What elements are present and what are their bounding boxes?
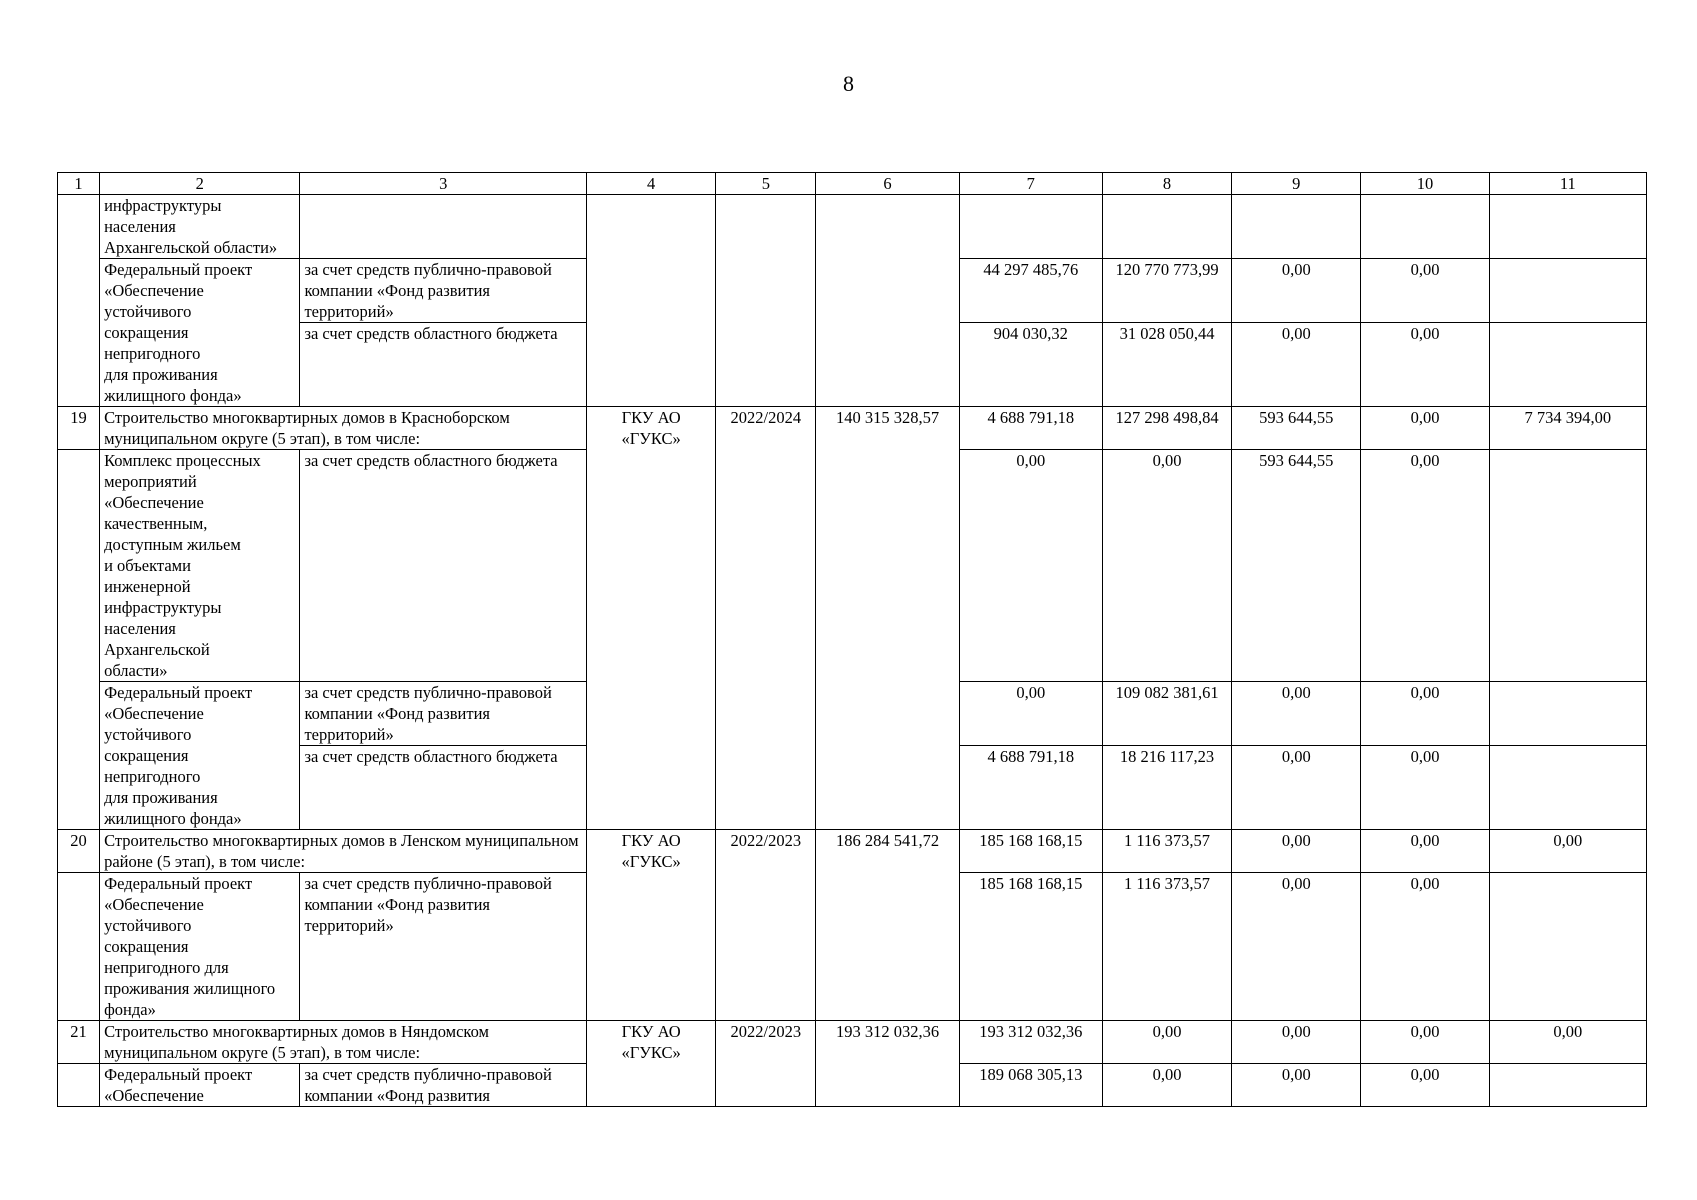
value-cell: 0,00 <box>1232 323 1361 407</box>
col-header-9: 9 <box>1232 173 1361 195</box>
period-cell: 2022/2023 <box>716 1021 816 1107</box>
value-cell: 0,00 <box>1232 682 1361 746</box>
source-cell: за счет средств областного бюджета <box>300 450 587 682</box>
page-number: 8 <box>843 71 854 96</box>
col-header-10: 10 <box>1361 173 1489 195</box>
source-cell: за счет средств публично-правовой компании «Фонд развития <box>300 1064 587 1107</box>
value-cell: 0,00 <box>1102 1064 1231 1107</box>
row-title: Строительство многоквартирных домов в Ленском муниципальном районе (5 этап), в том числе: <box>100 830 587 873</box>
fp-name: Федеральный проект «Обеспечение устойчивого сокращения непригодного для проживания жилищного фонда» <box>100 259 300 407</box>
period-cell: 2022/2024 <box>716 407 816 830</box>
value-cell <box>1102 195 1231 259</box>
table-row <box>58 195 1647 259</box>
org-cell: ГКУ АО «ГУКС» <box>586 830 715 1021</box>
value-cell: 0,00 <box>1232 873 1361 1021</box>
col-header-1: 1 <box>58 173 100 195</box>
value-cell: 0,00 <box>1489 830 1646 873</box>
value-cell: 0,00 <box>1361 323 1489 407</box>
col-header-5: 5 <box>716 173 816 195</box>
value-cell: 4 688 791,18 <box>959 746 1102 830</box>
num-cell <box>58 450 100 830</box>
row-number: 20 <box>58 830 100 873</box>
value-cell: 0,00 <box>1489 1021 1646 1064</box>
header-row <box>58 173 1647 195</box>
source-cell: за счет средств областного бюджета <box>300 746 587 830</box>
value-cell: 0,00 <box>1361 873 1489 1021</box>
col-header-11: 11 <box>1489 173 1646 195</box>
value-cell <box>1489 450 1646 682</box>
budget-table <box>57 172 1647 1107</box>
value-cell <box>1489 195 1646 259</box>
row-number: 21 <box>58 1021 100 1064</box>
row-title: Строительство многоквартирных домов в Няндомском муниципальном округе (5 этап), в том числе: <box>100 1021 587 1064</box>
row-number: 19 <box>58 407 100 450</box>
value-cell: 189 068 305,13 <box>959 1064 1102 1107</box>
value-cell: 0,00 <box>959 682 1102 746</box>
col-header-8: 8 <box>1102 173 1231 195</box>
col-header-6: 6 <box>816 173 959 195</box>
value-cell <box>1489 323 1646 407</box>
value-cell: 0,00 <box>1361 259 1489 323</box>
source-cell: за счет средств областного бюджета <box>300 323 587 407</box>
value-cell <box>1489 873 1646 1021</box>
value-cell: 0,00 <box>1361 682 1489 746</box>
value-cell: 0,00 <box>1361 746 1489 830</box>
value-cell: 0,00 <box>1102 1021 1231 1064</box>
source-cell <box>300 195 587 259</box>
value-cell: 109 082 381,61 <box>1102 682 1231 746</box>
col-header-7: 7 <box>959 173 1102 195</box>
value-cell: 7 734 394,00 <box>1489 407 1646 450</box>
value-cell: 0,00 <box>959 450 1102 682</box>
total-cell <box>816 195 959 407</box>
fp-name: Федеральный проект «Обеспечение устойчивого сокращения непригодного для проживания жилищного фонда» <box>100 873 300 1021</box>
value-cell: 0,00 <box>1361 1064 1489 1107</box>
fp-name: Федеральный проект «Обеспечение <box>100 1064 300 1107</box>
num-cell <box>58 873 100 1021</box>
value-cell: 18 216 117,23 <box>1102 746 1231 830</box>
fp-name: Федеральный проект «Обеспечение устойчивого сокращения непригодного для проживания жилищного фонда» <box>100 682 300 830</box>
source-cell: за счет средств публично-правовой компании «Фонд развития территорий» <box>300 259 587 323</box>
value-cell: 127 298 498,84 <box>1102 407 1231 450</box>
kpm-name: Комплекс процессных мероприятий «Обеспечение качественным, доступным жильем и объектами инженерной инфраструктуры населения Архангельской области» <box>100 450 300 682</box>
table-row <box>58 1021 1647 1064</box>
value-cell: 1 116 373,57 <box>1102 873 1231 1021</box>
num-cell <box>58 1064 100 1107</box>
value-cell: 0,00 <box>1361 830 1489 873</box>
value-cell: 44 297 485,76 <box>959 259 1102 323</box>
period-cell: 2022/2023 <box>716 830 816 1021</box>
value-cell: 0,00 <box>1361 1021 1489 1064</box>
table-row <box>58 407 1647 450</box>
value-cell: 31 028 050,44 <box>1102 323 1231 407</box>
value-cell: 193 312 032,36 <box>959 1021 1102 1064</box>
org-cell <box>586 195 715 407</box>
value-cell: 0,00 <box>1232 1021 1361 1064</box>
value-cell: 0,00 <box>1102 450 1231 682</box>
total-cell: 186 284 541,72 <box>816 830 959 1021</box>
value-cell: 0,00 <box>1361 407 1489 450</box>
value-cell: 0,00 <box>1232 1064 1361 1107</box>
col-header-4: 4 <box>586 173 715 195</box>
table-row <box>58 830 1647 873</box>
col-header-2: 2 <box>100 173 300 195</box>
period-cell <box>716 195 816 407</box>
value-cell: 593 644,55 <box>1232 407 1361 450</box>
value-cell: 120 770 773,99 <box>1102 259 1231 323</box>
col-header-3: 3 <box>300 173 587 195</box>
value-cell <box>1361 195 1489 259</box>
total-cell: 140 315 328,57 <box>816 407 959 830</box>
value-cell: 185 168 168,15 <box>959 873 1102 1021</box>
value-cell <box>1489 1064 1646 1107</box>
value-cell <box>959 195 1102 259</box>
value-cell: 904 030,32 <box>959 323 1102 407</box>
source-cell: за счет средств публично-правовой компании «Фонд развития территорий» <box>300 873 587 1021</box>
org-cell: ГКУ АО «ГУКС» <box>586 407 715 830</box>
value-cell <box>1489 746 1646 830</box>
value-cell: 593 644,55 <box>1232 450 1361 682</box>
value-cell: 1 116 373,57 <box>1102 830 1231 873</box>
value-cell <box>1489 682 1646 746</box>
kpm-name-tail: инфраструктуры населения Архангельской области» <box>100 195 300 259</box>
num-cell <box>58 195 100 407</box>
org-cell: ГКУ АО «ГУКС» <box>586 1021 715 1107</box>
value-cell <box>1489 259 1646 323</box>
value-cell: 0,00 <box>1232 830 1361 873</box>
value-cell: 0,00 <box>1361 450 1489 682</box>
value-cell: 0,00 <box>1232 746 1361 830</box>
value-cell: 185 168 168,15 <box>959 830 1102 873</box>
value-cell <box>1232 195 1361 259</box>
value-cell: 0,00 <box>1232 259 1361 323</box>
row-title: Строительство многоквартирных домов в Красноборском муниципальном округе (5 этап), в том числе: <box>100 407 587 450</box>
value-cell: 4 688 791,18 <box>959 407 1102 450</box>
source-cell: за счет средств публично-правовой компании «Фонд развития территорий» <box>300 682 587 746</box>
total-cell: 193 312 032,36 <box>816 1021 959 1107</box>
